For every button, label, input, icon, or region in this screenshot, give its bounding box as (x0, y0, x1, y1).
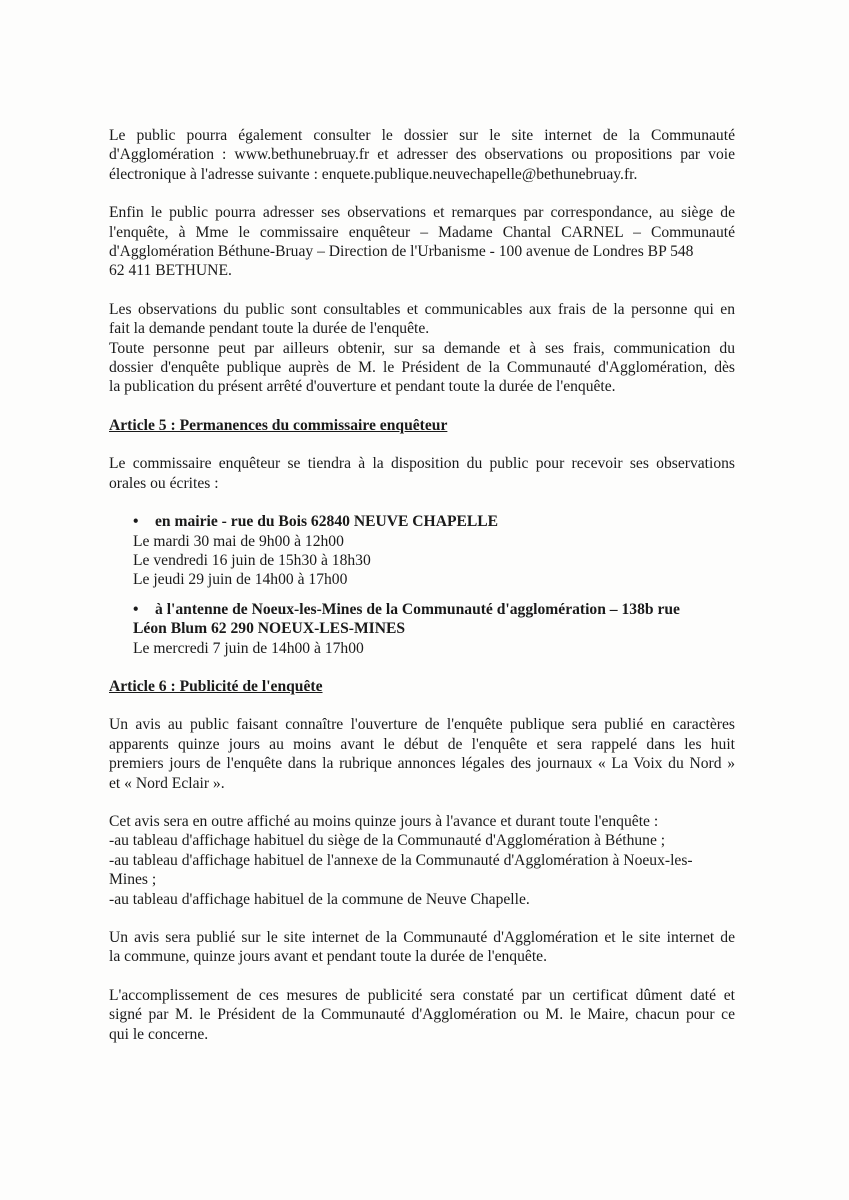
text-line: -au tableau d'affichage habituel de la commune de Neuve Chapelle. (109, 890, 530, 908)
text-line: la publication du présent arrêté d'ouverture et pendant toute la durée de l'enquête. (109, 378, 616, 396)
bullet-item-antenna (133, 600, 735, 658)
text-line: -au tableau d'affichage habituel du siège de la Communauté d'Agglomération à Béthune ; (109, 832, 666, 850)
paragraph-certificate (109, 986, 735, 1044)
schedule-line: Le jeudi 29 juin de 14h00 à 17h00 (133, 571, 348, 589)
text-line: qui le concerne. (109, 1025, 209, 1043)
text-line: apparents quinze jours au moins avant le début de l'enquête et sera rappelé dans les huit (109, 735, 735, 753)
article-6-heading: Article 6 : Publicité de l'enquête (109, 677, 323, 695)
text-line: Mines ; (109, 871, 157, 889)
text-line: électronique à l'adresse suivante : enquete.publique.neuvechapelle@bethunebruay.fr. (109, 165, 638, 183)
text-line: dossier d'enquête publique auprès de M. le Président de la Communauté d'Agglomération, dès (109, 359, 735, 377)
paragraph-correspondence (109, 203, 735, 281)
text-line: Le commissaire enquêteur se tiendra à la disposition du public pour recevoir ses observations (109, 455, 735, 473)
bullet-icon: • (133, 600, 139, 618)
text-line: Toute personne peut par ailleurs obtenir, sur sa demande et à ses frais, communication du (109, 339, 735, 357)
text-line: Enfin le public pourra adresser ses observations et remarques par correspondance, au siège de (109, 204, 735, 222)
paragraph-observations (109, 300, 735, 397)
text-line: Les observations du public sont consultables et communicables aux frais de la personne qui en (109, 300, 735, 318)
article-5-heading: Article 5 : Permanences du commissaire enquêteur (109, 416, 448, 434)
text-line: d'Agglomération : www.bethunebruay.fr et adresser des observations ou propositions par voie (109, 146, 735, 164)
schedule-line: Le mercredi 7 juin de 14h00 à 17h00 (133, 639, 364, 657)
text-line: 62 411 BETHUNE. (109, 262, 232, 280)
paragraph-posting (109, 812, 735, 909)
bullet-title-continuation: Léon Blum 62 290 NOEUX-LES-MINES (133, 620, 406, 638)
text-line: Un avis sera publié sur le site internet de la Communauté d'Agglomération et le site internet de (109, 929, 735, 946)
text-line: Un avis au public faisant connaître l'ouverture de l'enquête publique sera publié en caractères (109, 716, 735, 734)
text-line: Cet avis sera en outre affiché au moins quinze jours à l'avance et durant toute l'enquête : (109, 812, 659, 830)
text-line: Le public pourra également consulter le dossier sur le site internet de la Communauté (109, 127, 735, 144)
text-line: -au tableau d'affichage habituel de l'annexe de la Communauté d'Agglomération à Noeux-les- (109, 851, 693, 869)
bullet-item-town-hall (133, 512, 735, 590)
paragraph-commissioner-availability (109, 454, 735, 493)
document-body (109, 126, 735, 1044)
bullet-icon: • (133, 513, 139, 531)
text-line: signé par M. le Président de la Communauté d'Agglomération ou M. le Maire, chacun pour ce (109, 1006, 735, 1024)
text-line: d'Agglomération Béthune-Bruay – Direction de l'Urbanisme - 100 avenue de Londres BP 548 (109, 243, 694, 261)
text-line: la commune, quinze jours avant et pendant toute la durée de l'enquête. (109, 948, 547, 966)
paragraph-public-notice (109, 715, 735, 793)
text-line: premiers jours de l'enquête dans la rubrique annonces légales des journaux « La Voix du Nord » (109, 755, 735, 773)
text-line: L'accomplissement de ces mesures de publicité sera constaté par un certificat dûment daté et (109, 986, 735, 1004)
text-line: orales ou écrites : (109, 474, 219, 492)
paragraph-website-notice (109, 928, 735, 967)
text-line: l'enquête, à Mme le commissaire enquêteur – Madame Chantal CARNEL – Communauté (109, 223, 735, 241)
bullet-title: à l'antenne de Noeux-les-Mines de la Communauté d'agglomération – 138b rue (155, 600, 680, 618)
schedule-line: Le vendredi 16 juin de 15h30 à 18h30 (133, 551, 371, 569)
text-line: fait la demande pendant toute la durée de l'enquête. (109, 320, 430, 338)
bullet-title: en mairie - rue du Bois 62840 NEUVE CHAPELLE (155, 513, 499, 531)
paragraph-online-consultation (109, 126, 735, 184)
schedule-line: Le mardi 30 mai de 9h00 à 12h00 (133, 532, 344, 550)
text-line: et « Nord Eclair ». (109, 774, 225, 792)
